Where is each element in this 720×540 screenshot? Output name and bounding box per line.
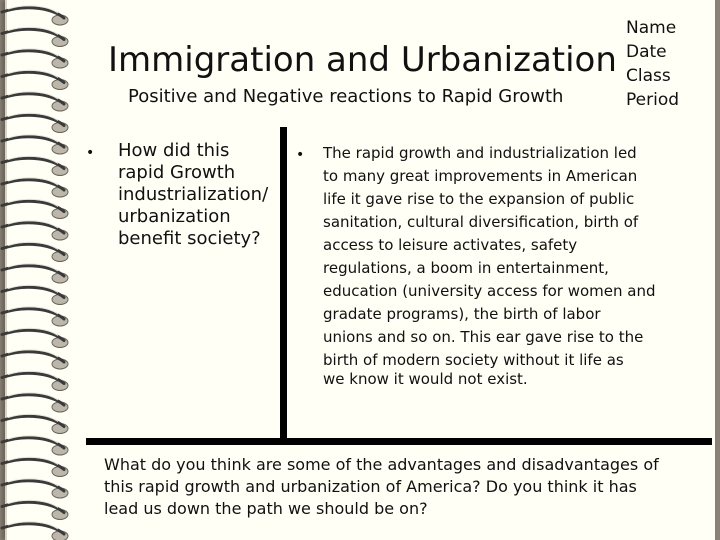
spiral-ring-icon <box>2 135 68 154</box>
spiral-ring-icon <box>2 371 68 390</box>
answer-line: gradate programs), the birth of labor <box>323 305 601 323</box>
left-question-line: industrialization/ <box>118 184 269 205</box>
spiral-ring-icon <box>2 6 68 25</box>
spiral-ring-icon <box>2 92 68 111</box>
spiral-ring-icon <box>2 242 68 261</box>
answer-line: birth of modern society without it life as <box>323 351 624 369</box>
answer-line: life it gave rise to the expansion of public <box>323 190 635 208</box>
spiral-ring-icon <box>2 328 68 347</box>
left-question-line: urbanization <box>118 206 231 227</box>
spiral-ring-icon <box>2 156 68 175</box>
spiral-ring-icon <box>2 436 68 455</box>
left-question-line: How did this <box>118 140 230 161</box>
spiral-ring-icon <box>2 414 68 433</box>
answer-line: The rapid growth and industrialization led <box>323 144 637 162</box>
right-answer <box>296 142 696 372</box>
header-fields <box>626 16 679 112</box>
spiral-ring-icon <box>2 500 68 519</box>
answer-line: to many great improvements in American <box>323 167 638 185</box>
spiral-ring-icon <box>2 350 68 369</box>
spiral-ring-icon <box>2 457 68 476</box>
right-answer-text <box>323 142 696 372</box>
period-field-label: Period <box>626 90 680 110</box>
spiral-ring-icon <box>2 307 68 326</box>
spiral-ring-icon <box>2 27 68 46</box>
spiral-ring-icon <box>2 522 68 540</box>
bottom-question <box>104 454 700 520</box>
horizontal-divider <box>86 438 712 445</box>
spiral-ring-icon <box>2 285 68 304</box>
spiral-rings-icon <box>0 0 84 540</box>
left-question-text <box>118 140 278 250</box>
answer-line: access to leisure activates, safety <box>323 236 578 254</box>
bullet-icon: • <box>86 145 95 161</box>
answer-line: unions and so on. This ear gave rise to the <box>323 328 644 346</box>
left-question-line: benefit society? <box>118 228 261 249</box>
bullet-icon: • <box>296 147 305 163</box>
spiral-ring-icon <box>2 199 68 218</box>
answer-line: regulations, a boom in entertainment, <box>323 259 609 277</box>
bottom-question-line: this rapid growth and urbanization of America? Do you think it has <box>104 477 637 496</box>
spiral-ring-icon <box>2 49 68 68</box>
answer-line: education (university access for women and <box>323 282 656 300</box>
answer-tail-line: we know it would not exist. <box>323 370 528 388</box>
bottom-question-line: What do you think are some of the advantages and disadvantages of <box>104 455 659 474</box>
spiral-ring-icon <box>2 479 68 498</box>
answer-line: sanitation, cultural diversification, birth of <box>323 213 639 231</box>
name-field-label: Name <box>626 18 677 38</box>
spiral-ring-icon <box>2 393 68 412</box>
bottom-question-line: lead us down the path we should be on? <box>104 499 428 518</box>
vertical-divider <box>280 127 287 443</box>
spiral-ring-icon <box>2 264 68 283</box>
spiral-ring-icon <box>2 178 68 197</box>
spiral-ring-icon <box>2 113 68 132</box>
class-field-label: Class <box>626 66 671 86</box>
page-subtitle: Positive and Negative reactions to Rapid Growth <box>128 86 564 107</box>
left-question-line: rapid Growth <box>118 162 236 183</box>
left-question <box>86 140 278 250</box>
page-title: Immigration and Urbanization <box>108 40 617 80</box>
spiral-ring-icon <box>2 221 68 240</box>
spiral-ring-icon <box>2 70 68 89</box>
date-field-label: Date <box>626 42 667 62</box>
